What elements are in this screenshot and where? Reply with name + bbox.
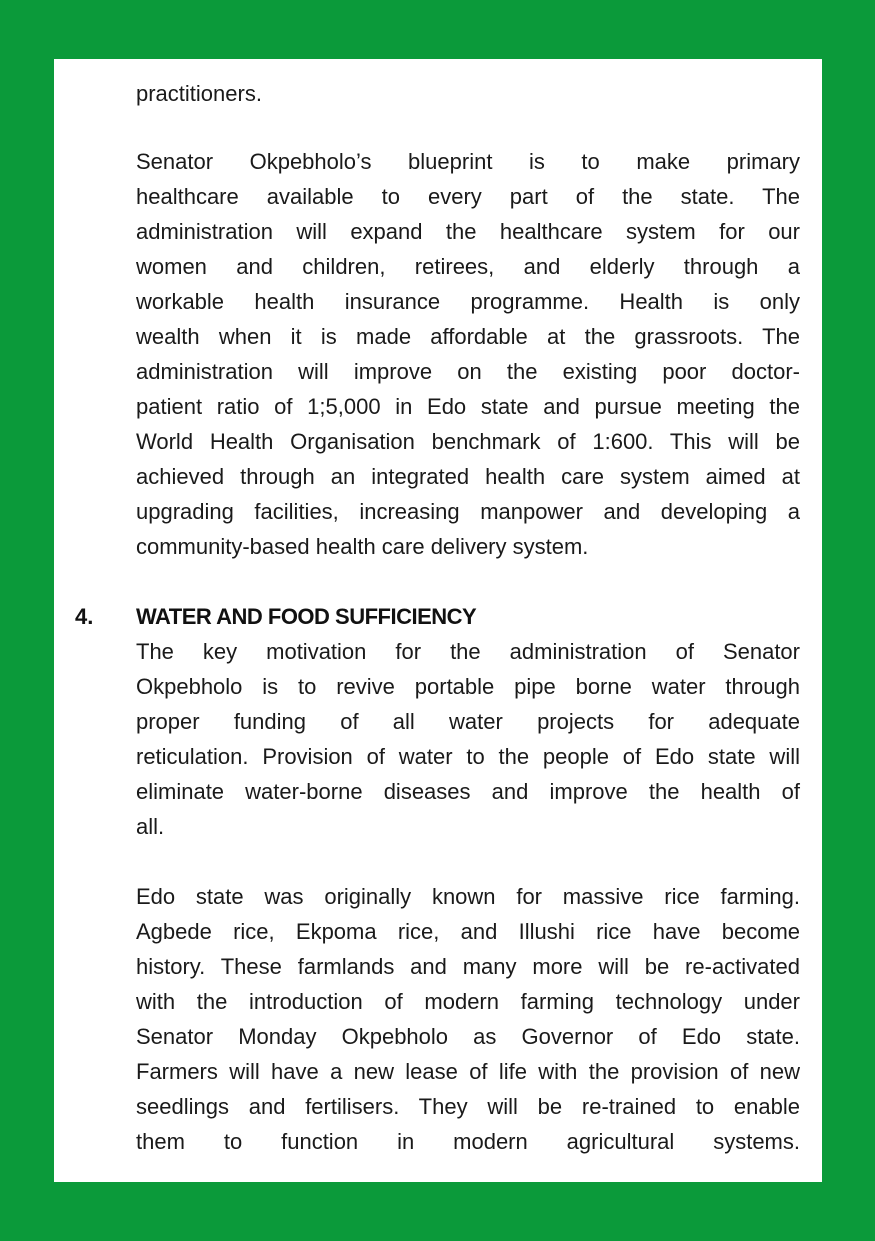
paragraph-line: seedlings and fertilisers. They will be re-trained to enable (136, 1094, 800, 1119)
paragraph-line: upgrading facilities, increasing manpower and developing a (136, 499, 800, 524)
paragraph-line: patient ratio of 1;5,000 in Edo state and pursue meeting the (136, 394, 800, 419)
section-number: 4. (75, 604, 94, 629)
paragraph-line: The key motivation for the administration of Senator (136, 639, 800, 664)
paragraph-line: all. (136, 814, 165, 839)
paragraph-line: community-based health care delivery system. (136, 534, 589, 559)
paragraph-line: history. These farmlands and many more will be re-activated (136, 954, 800, 979)
paragraph-line: reticulation. Provision of water to the people of Edo state will (136, 744, 800, 769)
paragraph-line: wealth when it is made affordable at the grassroots. The (136, 324, 800, 349)
paragraph-line: eliminate water-borne diseases and improve the health of (136, 779, 800, 804)
paragraph-line: healthcare available to every part of the state. The (136, 184, 800, 209)
paragraph-line: administration will expand the healthcare system for our (136, 219, 800, 244)
paragraph-line: Agbede rice, Ekpoma rice, and Illushi rice have become (136, 919, 800, 944)
paragraph-line: achieved through an integrated health care system aimed at (136, 464, 800, 489)
paragraph-line: them to function in modern agricultural systems. (136, 1129, 800, 1154)
paragraph-line: workable health insurance programme. Health is only (136, 289, 800, 314)
paragraph-line: women and children, retirees, and elderly through a (136, 254, 800, 279)
paragraph-line: with the introduction of modern farming technology under (136, 989, 800, 1014)
paragraph-line: Edo state was originally known for massive rice farming. (136, 884, 800, 909)
paragraph-line: World Health Organisation benchmark of 1:600. This will be (136, 429, 800, 454)
section-heading: WATER AND FOOD SUFFICIENCY (136, 604, 477, 629)
paragraph-line: Senator Okpebholo’s blueprint is to make primary (136, 149, 800, 174)
paragraph-line: Okpebholo is to revive portable pipe borne water through (136, 674, 800, 699)
paragraph-line: Farmers will have a new lease of life with the provision of new (136, 1059, 800, 1084)
paragraph-line: administration will improve on the existing poor doctor- (136, 359, 800, 384)
paragraph-line: practitioners. (136, 81, 262, 106)
paragraph-line: Senator Monday Okpebholo as Governor of Edo state. (136, 1024, 800, 1049)
paragraph-line: proper funding of all water projects for adequate (136, 709, 800, 734)
